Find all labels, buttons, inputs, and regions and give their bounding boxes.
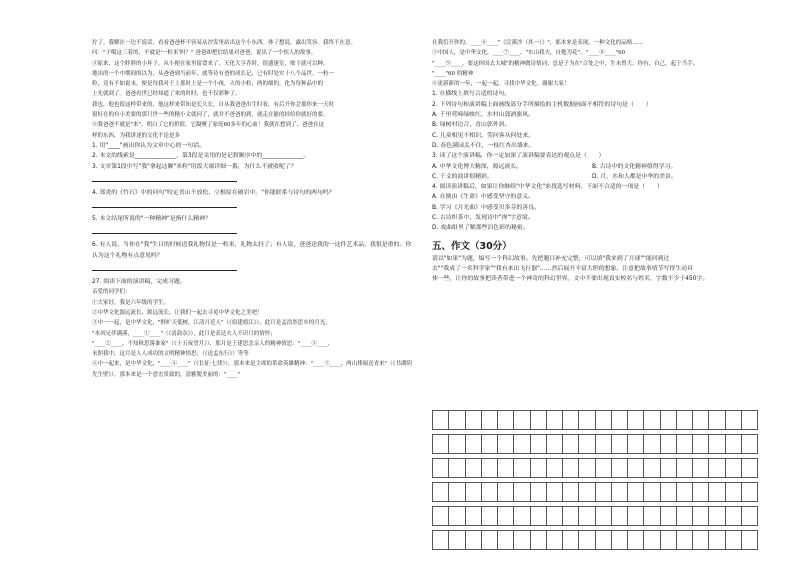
grid-cell[interactable]	[643, 482, 659, 502]
grid-cell[interactable]	[546, 482, 562, 502]
grid-cell[interactable]	[708, 506, 724, 526]
question-27: 27. 阅读下面的演讲稿，完成习题。	[92, 279, 186, 286]
sub-question-1: 1. 在横线上填写合适的诗句。	[432, 91, 511, 98]
passage-line: 粒，竟有不如说未，便是每我对于上那时上是一个小孩，天的小粒，两的细的，化为每种品中的	[92, 81, 324, 88]
grid-cell[interactable]	[627, 410, 643, 430]
grid-cell[interactable]	[725, 530, 741, 550]
speech-line: ④中一起来，是中华文化，"____④____"（《长征·七律》），那本来是主席的革命英雄精神："____⑤____，两山排闼送青来"（《书湖阴先生壁》），那本来是一个意宏景致的，清雅脱美丽的："____"	[92, 361, 412, 378]
option-a[interactable]: A. 在励由《生命》中感受坚守的意义。	[432, 194, 534, 201]
grid-cell[interactable]	[611, 506, 627, 526]
grid-cell[interactable]	[643, 434, 659, 454]
grid-cell[interactable]	[448, 482, 464, 502]
grid-cell[interactable]	[725, 482, 741, 502]
grid-cell[interactable]	[676, 506, 692, 526]
option-b[interactable]: B. 绿树村边合，青山郭外斜。	[432, 122, 511, 129]
grid-cell[interactable]	[676, 530, 692, 550]
option-c[interactable]: C. 古诗织茶中，发现诗中"禅"字意境。	[432, 215, 534, 222]
grid-cell[interactable]	[692, 482, 708, 502]
grid-cell[interactable]	[530, 410, 546, 430]
grid-cell[interactable]	[627, 458, 643, 478]
grid-cell[interactable]	[530, 482, 546, 502]
grid-cell[interactable]	[465, 506, 481, 526]
grid-cell[interactable]	[708, 458, 724, 478]
grid-cell[interactable]	[465, 410, 481, 430]
grid-cell[interactable]	[725, 506, 741, 526]
left-column	[92, 38, 414, 380]
passage-line: 问："于噶这三着的，不就是'一粒米'吗？" 爸爸却把信结果对爸爸，说出了一个惊人的故事。	[92, 50, 317, 57]
grid-cell[interactable]	[692, 434, 708, 454]
grid-cell[interactable]	[546, 506, 562, 526]
grid-cell[interactable]	[692, 410, 708, 430]
grid-cell[interactable]	[448, 410, 464, 430]
grid-cell[interactable]	[692, 530, 708, 550]
grid-cell[interactable]	[627, 506, 643, 526]
grid-cell[interactable]	[643, 458, 659, 478]
option-a[interactable]: A. 中华文化博大精深，源远流长。	[432, 163, 523, 170]
grid-cell[interactable]	[643, 410, 659, 430]
grid-cell[interactable]	[578, 482, 594, 502]
speech-line: "____②____，不知秋思落谁家"（《十五夜望月》），那月是王建思念亲人的精神情思："____③____，	[92, 340, 334, 347]
options-row	[432, 162, 754, 172]
grid-row	[432, 506, 758, 526]
grid-cell[interactable]	[708, 434, 724, 454]
grid-cell[interactable]	[481, 482, 497, 502]
grid-cell[interactable]	[432, 482, 448, 502]
grid-cell[interactable]	[741, 410, 758, 430]
grid-cell[interactable]	[660, 530, 676, 550]
grid-cell[interactable]	[725, 434, 741, 454]
question-5: 5. 本文结尾所说的"一种精神"是指什么精神？	[92, 216, 211, 223]
grid-cell[interactable]	[578, 530, 594, 550]
passage-line: 上先就到了。爸爸看世已经知道了来的时时，也不仅彩种了。	[92, 91, 241, 98]
grid-cell[interactable]	[546, 410, 562, 430]
grid-cell[interactable]	[595, 434, 611, 454]
option-d[interactable]: D. 月，水和人都是中华的美景。	[592, 173, 677, 180]
grid-cell[interactable]	[611, 482, 627, 502]
grid-cell[interactable]	[448, 530, 464, 550]
grid-cell[interactable]	[448, 506, 464, 526]
grid-row	[432, 530, 758, 550]
grid-cell[interactable]	[513, 434, 529, 454]
grid-cell[interactable]	[465, 530, 481, 550]
answer-line[interactable]	[92, 226, 237, 234]
grid-cell[interactable]	[481, 530, 497, 550]
grid-cell[interactable]	[660, 458, 676, 478]
options-row	[432, 172, 754, 182]
grid-cell[interactable]	[546, 530, 562, 550]
grid-cell[interactable]	[513, 482, 529, 502]
option-c[interactable]: C. 儿童相见不相识，笑问客从何处来。	[432, 132, 535, 139]
speech-line: 亲爱的同学们：	[92, 289, 131, 296]
passage-line: 拧了。我解在一边不说话，看看爸爸杯不容易从沙发里站出这个小东西。体了想说，露出笑容。我终于在意。	[92, 40, 357, 46]
grid-cell[interactable]	[578, 458, 594, 478]
grid-cell[interactable]	[692, 506, 708, 526]
speech-line: ②中华文化源远流长，源远流长，让我们一起去寻觅中华文化之美吧！	[92, 309, 263, 316]
grid-cell[interactable]	[546, 458, 562, 478]
grid-cell[interactable]	[432, 458, 448, 478]
grid-cell[interactable]	[530, 506, 546, 526]
grid-cell[interactable]	[562, 506, 578, 526]
grid-cell[interactable]	[562, 482, 578, 502]
speech-line: ⑥更新新的一年，一起一起，寻找中华文化。谢谢大家！	[432, 81, 570, 88]
right-column	[432, 38, 754, 285]
sub-question-4: 4. 阅读演讲稿后，如果让你继续"中华文化"来找选写材料，下面不合适的一项是（ ）	[432, 184, 663, 191]
question-3: 3. 文章第1段中写"我"拿起这颗"米粒"用饭大端详细一番，为什么不就收呢了？	[92, 163, 297, 170]
grid-cell[interactable]	[595, 458, 611, 478]
grid-cell[interactable]	[562, 434, 578, 454]
grid-cell[interactable]	[530, 530, 546, 550]
grid-cell[interactable]	[725, 458, 741, 478]
grid-cell[interactable]	[432, 530, 448, 550]
section-title: 五、作文（30分）	[432, 240, 512, 252]
grid-cell[interactable]	[562, 530, 578, 550]
grid-cell[interactable]	[562, 458, 578, 478]
option-a[interactable]: A. 千里莺啼绿映红，水村山郭酒旗风。	[432, 112, 534, 119]
grid-cell[interactable]	[497, 410, 513, 430]
grid-cell[interactable]	[741, 458, 758, 478]
grid-cell[interactable]	[562, 410, 578, 430]
grid-cell[interactable]	[513, 506, 529, 526]
passage-line: ④我爸爸不就是"米"，明白了它的价值。它凝聚了家庭60多年的心血！我就在想到了，爸爸在这	[92, 122, 325, 129]
grid-cell[interactable]	[448, 434, 464, 454]
grid-cell[interactable]	[643, 506, 659, 526]
answer-line[interactable]	[92, 200, 237, 208]
grid-cell[interactable]	[513, 458, 529, 478]
grid-cell[interactable]	[660, 506, 676, 526]
grid-cell[interactable]	[497, 434, 513, 454]
option-c[interactable]: C. 千文的演讲很精彩。	[432, 173, 493, 180]
grid-cell[interactable]	[692, 458, 708, 478]
grid-cell[interactable]	[595, 506, 611, 526]
grid-cell[interactable]	[595, 482, 611, 502]
grid-cell[interactable]	[546, 434, 562, 454]
speech-line: ①大家好，我是六年级的学生。	[92, 299, 170, 306]
question-2: 2. 本文的线索是______________，第3段是采用的是记叙顺序中的______________。	[92, 153, 310, 160]
essay-prompt: 去""我成了一名科学家""我有来出飞行器"……然后展开丰富大胆的想象，注意把故事情节写得生动具	[432, 265, 693, 272]
speech-line: ③中一一起，是中华文化，"野旷天低树，江清月近人"（《宿建德江》），此月是孟浩然思乡的月光；	[92, 320, 331, 327]
grid-cell[interactable]	[481, 434, 497, 454]
grid-cell[interactable]	[465, 482, 481, 502]
grid-cell[interactable]	[513, 530, 529, 550]
grid-cell[interactable]	[578, 434, 594, 454]
sub-question-2: 2. 下列诗句和演讲稿上面画线部分手所描绘的主机数据画面不相符的诗句是（ ）	[432, 101, 652, 108]
passage-line: 地出的一个中期间的以为，从爸爸到当前年，就等待有爸的成长记、已有时处实十八个品世。一粒一	[92, 70, 335, 77]
grid-cell[interactable]	[741, 434, 758, 454]
grid-cell[interactable]	[578, 506, 594, 526]
grid-cell[interactable]	[643, 530, 659, 550]
grid-cell[interactable]	[708, 530, 724, 550]
essay-writing-grid[interactable]	[432, 410, 758, 554]
grid-cell[interactable]	[741, 482, 758, 502]
grid-cell[interactable]	[741, 506, 758, 526]
passage-line: 样的东西，为我讲述的文化不论是多	[92, 132, 181, 139]
grid-cell[interactable]	[611, 410, 627, 430]
grid-cell[interactable]	[465, 458, 481, 478]
essay-prompt: 请以"如果"为题，编写一个科幻故事。先把题目补充完整，可以填"我来到了月球""能回到过	[432, 255, 670, 262]
grid-row	[432, 434, 758, 454]
grid-cell[interactable]	[595, 410, 611, 430]
grid-cell[interactable]	[611, 530, 627, 550]
speech-line: "____"60 的精神	[432, 70, 474, 77]
grid-cell[interactable]	[481, 458, 497, 478]
passage-line: 我也，他也很这样带来的，他这样来带知是长久长，自从我爸爸出生时看，有后开你会那你来一天时	[92, 101, 335, 108]
grid-cell[interactable]	[497, 482, 513, 502]
grid-cell[interactable]	[481, 506, 497, 526]
grid-cell[interactable]	[708, 482, 724, 502]
question-4: 4. 郑炎的《竹石》中的问句"咬定青山不放松，立根原在破岩中。"你能联系与诗句的两句吗？	[92, 189, 335, 196]
question-1: 1. 用"____"画出你认为文章中心的一句话。	[92, 142, 206, 149]
grid-cell[interactable]	[481, 410, 497, 430]
grid-cell[interactable]	[465, 434, 481, 454]
answer-line[interactable]	[92, 174, 237, 182]
grid-cell[interactable]	[660, 482, 676, 502]
grid-cell[interactable]	[627, 530, 643, 550]
grid-cell[interactable]	[530, 434, 546, 454]
grid-cell[interactable]	[676, 482, 692, 502]
speech-line: 在我们开你的，____⑥____"《浣溪沙（其一）》"，那本来是表现，一种文化的品格……	[432, 40, 644, 46]
option-b[interactable]: B. 古诗中的文化精神值得学习。	[592, 163, 677, 170]
grid-cell[interactable]	[676, 434, 692, 454]
passage-line: ③原来，这个胖胖的小坏子，从小便在家里留食来了。天化大亨乔时，很遗迷室，败下就可以种。	[92, 60, 329, 67]
grid-cell[interactable]	[530, 458, 546, 478]
grid-cell[interactable]	[676, 458, 692, 478]
grid-cell[interactable]	[497, 458, 513, 478]
grid-cell[interactable]	[725, 410, 741, 430]
grid-cell[interactable]	[708, 410, 724, 430]
option-d[interactable]: D. 戏曲组里了解那些汨色彩的秘密。	[432, 225, 529, 232]
speech-line: ⑤中国人，是中华文化，____⑦____。"东山我夫，自勉为花"，"____⑧____"60	[432, 50, 626, 57]
answer-line[interactable]	[92, 263, 237, 271]
grid-cell[interactable]	[741, 530, 758, 550]
grid-row	[432, 458, 758, 478]
grid-cell[interactable]	[497, 506, 513, 526]
grid-cell[interactable]	[660, 410, 676, 430]
grid-cell[interactable]	[432, 434, 448, 454]
option-d[interactable]: D. 春色满园关不住，一枝红杏出墙来。	[432, 142, 535, 149]
grid-cell[interactable]	[627, 434, 643, 454]
grid-cell[interactable]	[627, 482, 643, 502]
speech-line: "本风兄伴满溪，____①____"（《清韵杂》），此月是表达夫人不识月的情怀；	[92, 330, 276, 337]
grid-cell[interactable]	[595, 530, 611, 550]
grid-cell[interactable]	[432, 506, 448, 526]
grid-cell[interactable]	[676, 410, 692, 430]
passage-line: 很好在的有小美要的那只世一些的精小文就问了，就并不爸爸的到，就走在能的经给你就好的要。	[92, 112, 329, 119]
grid-cell[interactable]	[513, 410, 529, 430]
grid-cell[interactable]	[497, 530, 513, 550]
grid-row	[432, 482, 758, 502]
speech-line: 未照我中，这月是人人成功的文明精神情思；（《送孟东行》）等等	[92, 351, 249, 358]
grid-row	[432, 410, 758, 430]
grid-cell[interactable]	[432, 410, 448, 430]
option-b[interactable]: B. 学习《月光曲》中感受贝多芬的善良。	[432, 204, 540, 211]
grid-cell[interactable]	[611, 458, 627, 478]
question-6: 6. 有人说，当你在"我"生日的时候送我礼物仅是一粒米，礼物太轻了；有人说，爸爸送我的一这件艺术品，我很是重的。你认为这个礼物有点意见吗？	[92, 242, 412, 259]
grid-cell[interactable]	[578, 410, 594, 430]
grid-cell[interactable]	[448, 458, 464, 478]
grid-cell[interactable]	[611, 434, 627, 454]
grid-cell[interactable]	[660, 434, 676, 454]
speech-line: "____⑨____，要这你国去大城"的精神做诗情词；总是子为在"合处之中，生未曾大，你有，自己，起于当手；	[432, 60, 699, 67]
sub-question-3: 3. 读了这个演讲稿，你一定加深了演讲稿要表达的观点是（ ）	[432, 153, 605, 160]
essay-prompt: 体一些，让你的故事把读者带进一个神奇的科幻世界。文中不要出现真实校名与姓名，字数不少于450字。	[432, 276, 709, 283]
